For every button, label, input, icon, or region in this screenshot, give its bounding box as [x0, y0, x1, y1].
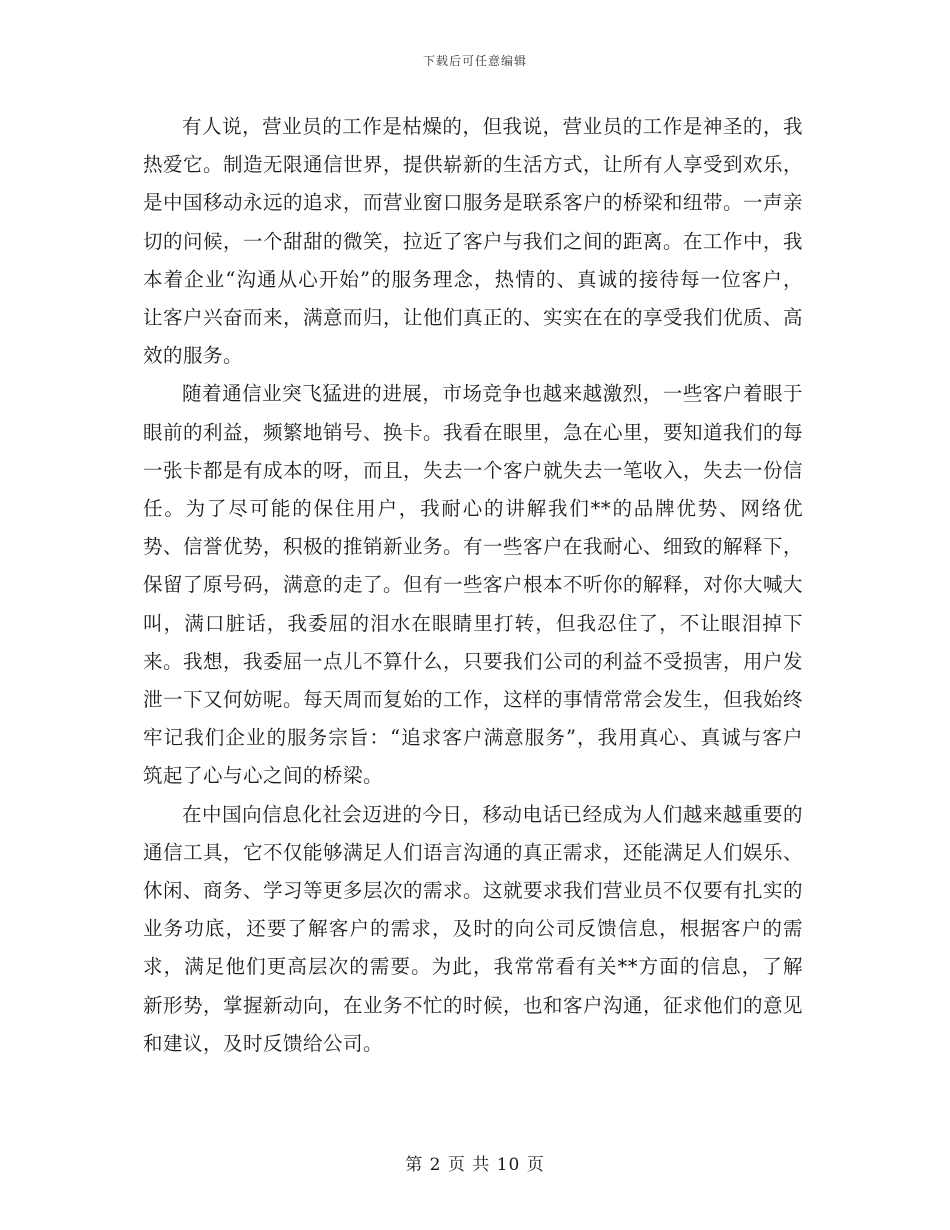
paragraph-3: 在中国向信息化社会迈进的今日，移动电话已经成为人们越来越重要的通信工具，它不仅能够满足人们语言沟通的真正需求，还能满足人们娱乐、休闲、商务、学习等更多层次的需求。这就要求我们营业员不仅要有扎实的业务功底，还要了解客户的需求，及时的向公司反馈信息，根据客户的需求，满足他们更高层次的需要。为此，我常常看有关**方面的信息，了解新形势，掌握新动向，在业务不忙的时候，也和客户沟通，征求他们的意见和建议，及时反馈给公司。: [143, 802, 804, 1055]
paragraph-2: 随着通信业突飞猛进的进展，市场竞争也越来越激烈，一些客户着眼于眼前的利益，频繁地销号、换卡。我看在眼里，急在心里，要知道我们的每一张卡都是有成本的呀，而且，失去一个客户就失去一笔收入，失去一份信任。为了尽可能的保住用户，我耐心的讲解我们**的品牌优势、网络优势、信誉优势，积极的推销新业务。有一些客户在我耐心、细致的解释下，保留了原号码，满意的走了。但有一些客户根本不听你的解释，对你大喊大叫，满口脏话，我委屈的泪水在眼睛里打转，但我忍住了，不让眼泪掉下来。我想，我委屈一点儿不算什么，只要我们公司的利益不受损害，用户发泄一下又何妨呢。每天周而复始的工作，这样的事情常常会发生，但我始终牢记我们企业的服务宗旨：“追求客户满意服务”，我用真心、真诚与客户筑起了心与心之间的桥梁。: [143, 382, 804, 788]
page-header: 下载后可任意编辑: [422, 54, 527, 68]
paragraph-1: 有人说，营业员的工作是枯燥的，但我说，营业员的工作是神圣的，我热爱它。制造无限通信世界，提供崭新的生活方式，让所有人享受到欢乐，是中国移动永远的追求，而营业窗口服务是联系客户的桥梁和纽带。一声亲切的问候，一个甜甜的微笑，拉近了客户与我们之间的距离。在工作中，我本着企业“沟通从心开始”的服务理念，热情的、真诚的接待每一位客户，让客户兴奋而来，满意而归，让他们真正的、实实在在的享受我们优质、高效的服务。: [143, 115, 804, 368]
document-body: [143, 108, 803, 1063]
page-number-footer: 第 2 页 共 10 页: [405, 1155, 545, 1175]
